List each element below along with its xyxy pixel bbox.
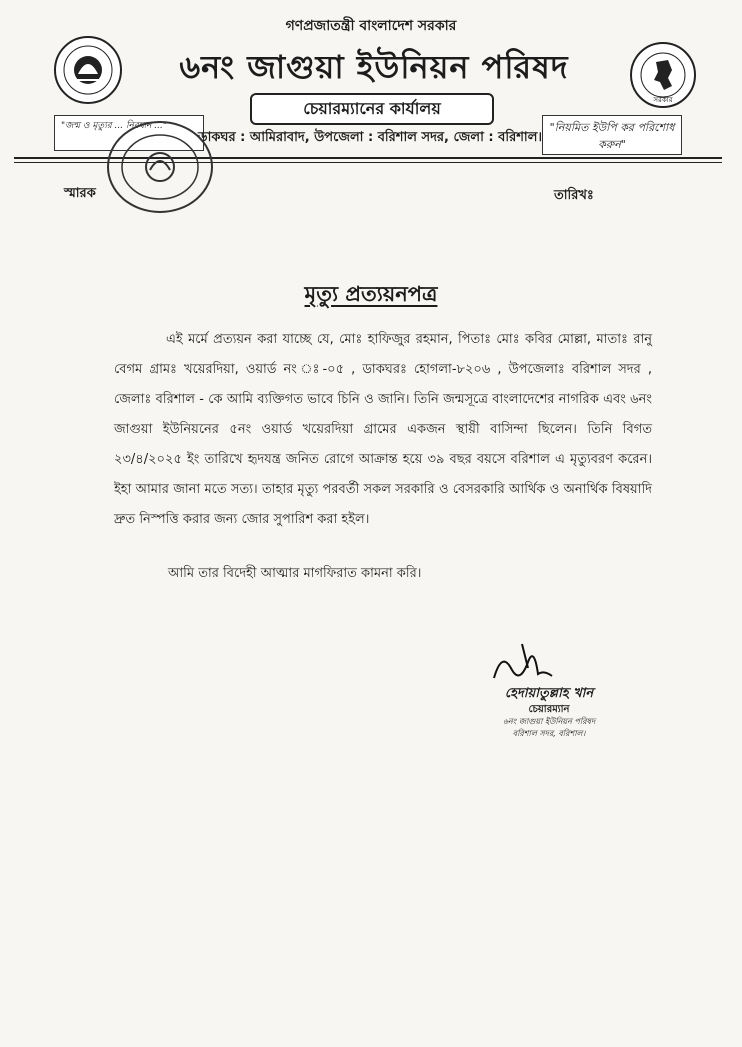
- document-title: [0, 278, 742, 313]
- union-title: ৬নং জাগুয়া ইউনিয়ন পরিষদ: [179, 48, 569, 86]
- right-note-box: [542, 115, 682, 155]
- signature-scribble: [472, 640, 612, 688]
- document-title-text: মৃত্যু প্রত্যয়নপত্র: [304, 282, 438, 306]
- office-round-stamp: [104, 118, 216, 216]
- signatory-location: বরিশাল সদর, বরিশাল।: [512, 729, 586, 738]
- office-label: চেয়ারম্যানের কার্যালয়: [250, 93, 494, 125]
- left-note-text: "জন্ম ও মৃত্যুর ... নিবন্ধন ...": [61, 121, 168, 131]
- bangladesh-seal: [628, 40, 698, 110]
- government-line: গণপ্রজাতন্ত্রী বাংলাদেশ সরকার: [285, 18, 457, 34]
- signatory-name: হেদায়াতুল্লাহ খান: [504, 686, 594, 701]
- certificate-body: এই মর্মে প্রত্যয়ন করা যাচ্ছে যে, মোঃ হাফিজুর রহমান, পিতাঃ মোঃ কবির মোল্লা, মাতাঃ রানু বেগম গ্রামঃ খয়েরদিয়া, ওয়ার্ড নং ঃ-০৫ , ডাকঘরঃ হোগলা-৮২০৬ , উপজেলাঃ বরিশাল সদর , জেলাঃ বরিশাল - কে আমি ব্যক্তিগত ভাবে চিনি ও জানি। তিনি জন্মসূত্রে বাংলাদেশের নাগরিক এবং ৬নং জাগুয়া ইউনিয়নের ৫নং ওয়ার্ড খয়েরদিয়া গ্রামের একজন স্থায়ী বাসিন্দা ছিলেন। তিনি বিগত ২৩/৪/২০২৫ ইং তারিখে হৃদযন্ত্র জনিত রোগে আক্রান্ত হয়ে ৩৯ বছর বয়সে বরিশাল এ মৃত্যুবরণ করেন। ইহা আমার জানা মতে সত্য। তাহার মৃত্যু পরবর্তী সকল সরকারি ও বেসরকারি আর্থিক ও অনার্থিক বিষয়াদি দ্রুত নিস্পত্তি করার জন্য জোর সুপারিশ করা হইল।: [114, 332, 652, 527]
- date-label: তারিখঃ: [554, 188, 594, 203]
- right-seal-label: সরকার: [653, 96, 673, 104]
- memo-label: স্মারক: [64, 186, 96, 201]
- prayer-line: আমি তার বিদেহী আত্মার মাগফিরাত কামনা করি।: [168, 566, 422, 581]
- signatory-org: ৬নং জাগুয়া ইউনিয়ন পরিষদ: [502, 717, 596, 726]
- signatory-title: চেয়ারম্যান: [528, 704, 570, 715]
- union-logo-seal: [52, 34, 124, 106]
- right-note-text: "নিয়মিত ইউপি কর পরিশোধ করুন": [549, 121, 675, 151]
- address-line: ডাকঘর : আমিরাবাদ, উপজেলা : বরিশাল সদর, জেলা : বরিশাল।: [198, 130, 543, 145]
